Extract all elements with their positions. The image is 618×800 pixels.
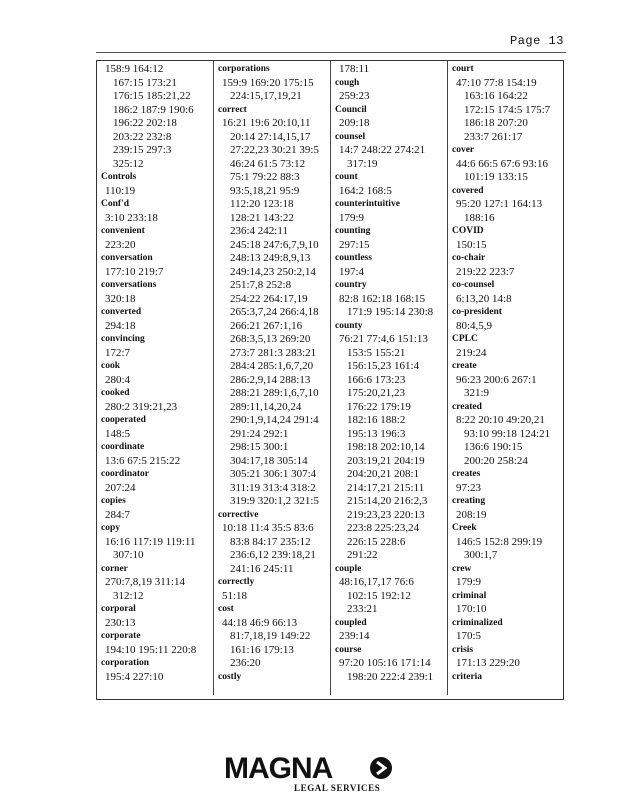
page-line-reference: 249:14,23 250:2,14 [230,265,316,278]
page-line-reference: 198:20 222:4 239:1 [347,670,434,683]
index-term: counsel [335,131,366,142]
page-line-reference: 270:7,8,19 311:14 [105,576,185,588]
page-line-reference: 203:22 232:8 [113,130,172,143]
page-line-reference: 148:5 [105,427,131,440]
page-line-reference: 321:9 [464,387,490,399]
page-line-reference: 188:16 [464,211,495,224]
index-term: couple [335,563,362,574]
index-term: criminal [452,590,487,601]
page-line-reference: 182:16 188:2 [347,414,406,426]
index-frame [96,60,564,700]
page-line-reference: 245:18 247:6,7,9,10 [230,238,319,251]
page-line-reference: 223:8 225:23,24 [347,522,420,534]
page-line-reference: 290:1,9,14,24 291:4 [230,414,319,426]
index-term: Creek [452,523,477,533]
index-term: costly [218,671,242,682]
logo-wordmark: MAGNA [224,752,333,785]
page-line-reference: 80:4,5,9 [456,319,493,332]
index-term: corporations [218,64,270,74]
index-term: corrective [218,509,259,520]
page-line-reference: 159:9 169:20 175:15 [222,76,314,89]
arrow-circle-icon [370,757,392,779]
page-line-reference: 20:14 27:14,15,17 [230,130,311,143]
index-term: crisis [452,644,474,655]
page-line-reference: 219:24 [456,346,487,359]
page-line-reference: 47:10 77:8 154:19 [456,76,537,89]
page-line-reference: 171:13 229:20 [456,657,520,669]
index-term: coordinator [101,469,150,479]
page-line-reference: 236:20 [230,657,261,669]
index-term: co-president [452,307,502,317]
index-term: convenient [101,226,145,236]
page-line-reference: 197:4 [339,265,365,278]
index-term: coupled [335,617,367,628]
page-line-reference: 226:15 228:6 [347,535,406,548]
page-line-reference: 6:13,20 14:8 [456,292,512,305]
page-line-reference: 161:16 179:13 [230,643,294,656]
page-line-reference: 16:16 117:19 119:11 [105,535,196,548]
page-line-reference: 46:24 61:5 73:12 [230,157,306,170]
page-line-reference: 319:9 320:1,2 321:5 [230,495,319,507]
page-line-reference: 254:22 264:17,19 [230,292,308,305]
page-line-reference: 304:17,18 305:14 [230,454,308,467]
header-rule [96,52,566,53]
page-line-reference: 215:14,20 216:2,3 [347,495,428,507]
page-line-reference: 219:23,23 220:13 [347,508,425,521]
page-line-reference: 196:22 202:18 [113,117,177,129]
page-line-reference: 76:21 77:4,6 151:13 [339,333,428,345]
page-line-reference: 207:24 [105,481,136,494]
index-term: corner [101,563,128,574]
page-line-reference: 236:4 242:11 [230,225,288,237]
page-number: Page 13 [510,34,564,48]
index-term: covered [452,185,484,196]
page-line-reference: 171:9 195:14 230:8 [347,306,434,318]
page-line-reference: 239:15 297:3 [113,144,172,156]
page-line-reference: 27:22,23 30:21 39:5 [230,144,319,156]
index-term: created [452,401,482,412]
index-term: count [335,172,358,182]
page-line-reference: 150:15 [456,238,487,251]
page-line-reference: 97:23 [456,481,482,494]
page-line-reference: 219:22 223:7 [456,265,515,278]
page-line-reference: 317:19 [347,157,378,170]
page-line-reference: 288:21 289:1,6,7,10 [230,387,319,399]
page-line-reference: 177:10 219:7 [105,265,164,278]
index-term: create [452,361,477,371]
index-term: co-counsel [452,280,495,290]
page-line-reference: 284:7 [105,508,131,521]
page-line-reference: 265:3,7,24 266:4,18 [230,306,319,318]
index-column-3 [335,63,445,684]
page-line-reference: 214:17,21 215:11 [347,481,425,494]
page-line-reference: 146:5 152:8 299:19 [456,535,543,548]
index-term: criteria [452,671,483,682]
index-term: creates [452,469,481,479]
page-line-reference: 164:2 168:5 [339,184,392,197]
page-line-reference: 291:24 292:1 [230,427,289,440]
index-term: COVID [452,226,484,236]
page-line-reference: 8:22 20:10 49:20,21 [456,414,545,426]
column-divider [330,61,331,695]
index-term: course [335,644,362,655]
page-line-reference: 179:9 [456,576,482,588]
page-line-reference: 75:1 79:22 88:3 [230,171,300,183]
page-line-reference: 3:10 233:18 [105,211,158,224]
index-column-1 [101,63,211,684]
index-term: cooperated [101,415,146,425]
page-line-reference: 97:20 105:16 171:14 [339,657,431,669]
page-line-reference: 280:4 [105,373,131,386]
page-line-reference: 294:18 [105,319,136,332]
index-term: court [452,64,474,74]
page-line-reference: 172:7 [105,346,131,359]
page-line-reference: 172:15 174:5 175:7 [464,103,551,116]
page-line-reference: 307:10 [113,549,144,561]
page-line-reference: 284:4 285:1,6,7,20 [230,360,314,372]
page-line-reference: 13:6 67:5 215:22 [105,454,181,467]
page-line-reference: 81:7,18,19 149:22 [230,630,311,642]
page-line-reference: 241:16 245:11 [230,562,294,575]
index-term: countless [335,253,372,263]
page-line-reference: 248:13 249:8,9,13 [230,252,311,264]
index-term: co-chair [452,253,486,263]
index-term: county [335,320,363,331]
page-line-reference: 298:15 300:1 [230,441,289,453]
page-line-reference: 208:19 [456,508,487,521]
index-term: cost [218,604,234,614]
index-term: criminalized [452,617,503,628]
page-line-reference: 320:18 [105,292,136,305]
page-line-reference: 305:21 306:1 307:4 [230,468,317,480]
page-line-reference: 176:22 179:19 [347,400,411,413]
index-term: cough [335,77,360,88]
page-line-reference: 268:3,5,13 269:20 [230,333,311,345]
page-line-reference: 16:21 19:6 20:10,11 [222,117,311,129]
page-line-reference: 96:23 200:6 267:1 [456,373,537,386]
page-line-reference: 200:20 258:24 [464,454,528,467]
index-term: crew [452,563,472,574]
index-column-2 [218,63,328,684]
page-line-reference: 179:9 [339,211,365,224]
page-line-reference: 128:21 143:22 [230,211,294,224]
logo-tagline: LEGAL SERVICES [294,783,381,793]
column-divider [213,61,214,695]
index-term: correct [218,104,247,115]
page-line-reference: 286:2,9,14 288:13 [230,373,311,386]
page-line-reference: 195:4 227:10 [105,670,164,683]
page-line-reference: 170:5 [456,630,482,642]
page-line-reference: 291:22 [347,549,378,561]
index-term: corporal [101,604,136,614]
page-line-reference: 311:19 313:4 318:2 [230,481,316,494]
page-line-reference: 178:11 [339,63,370,75]
page-line-reference: 102:15 192:12 [347,589,411,602]
page-line-reference: 224:15,17,19,21 [230,90,302,102]
page-line-reference: 203:19,21 204:19 [347,454,425,467]
page-line-reference: 230:13 [105,616,136,629]
page-line-reference: 186:18 207:20 [464,117,528,129]
page-line-reference: 325:12 [113,157,144,170]
page-line-reference: 83:8 84:17 235:12 [230,535,311,548]
page-line-reference: 112:20 123:18 [230,198,294,210]
index-term: cook [101,361,120,371]
index-term: country [335,280,367,290]
page-line-reference: 166:6 173:23 [347,373,406,386]
page-line-reference: 236:6,12 239:18,21 [230,549,316,561]
page-line-reference: 300:1,7 [464,549,498,561]
index-term: correctly [218,577,255,587]
page-line-reference: 209:18 [339,117,370,129]
page-line-reference: 110:19 [105,184,136,197]
page-line-reference: 251:7,8 252:8 [230,279,292,291]
page-line-reference: 204:20,21 208:1 [347,468,420,480]
index-term: cooked [101,388,130,398]
page-line-reference: 297:15 [339,238,370,251]
page-line-reference: 233:7 261:17 [464,130,523,143]
page-line-reference: 153:5 155:21 [347,346,406,359]
page-line-reference: 223:20 [105,238,136,251]
page-line-reference: 312:12 [113,589,144,602]
page-line-reference: 51:18 [222,589,248,602]
page-line-reference: 289:11,14,20,24 [230,400,302,413]
index-term: copy [101,523,120,533]
index-term: convincing [101,334,145,344]
page-line-reference: 273:7 281:3 283:21 [230,346,317,359]
page-line-reference: 167:15 173:21 [113,76,177,89]
page-line-reference: 156:15,23 161:4 [347,360,420,372]
index-term: copies [101,496,126,506]
index-term: counting [335,226,371,236]
page-line-reference: 48:16,17,17 76:6 [339,576,414,588]
index-term: creating [452,496,486,506]
page-line-reference: 175:20,21,23 [347,387,406,399]
page-line-reference: 198:18 202:10,14 [347,441,425,453]
page-line-reference: 280:2 319:21,23 [105,400,178,413]
index-term: corporation [101,658,150,668]
page-line-reference: 44:6 66:5 67:6 93:16 [456,157,548,170]
index-term: counterintuitive [335,199,400,209]
magna-logo [224,752,394,796]
page-line-reference: 10:18 11:4 35:5 83:6 [222,522,314,534]
page-line-reference: 233:21 [347,603,378,615]
page-line-reference: 158:9 164:12 [105,63,164,75]
index-term: Conf'd [101,199,129,209]
page-line-reference: 93:10 99:18 124:21 [464,427,551,440]
index-term: coordinate [101,442,145,452]
index-term: CPLC [452,334,478,344]
page-line-reference: 239:14 [339,630,370,642]
page-line-reference: 195:13 196:3 [347,427,406,440]
index-term: conversation [101,253,153,263]
page-line-reference: 44:18 46:9 66:13 [222,616,298,629]
index-column-4 [452,63,562,684]
page-line-reference: 14:7 248:22 274:21 [339,144,426,156]
index-term: cover [452,145,475,155]
page-line-reference: 163:16 164:22 [464,90,528,102]
page-line-reference: 95:20 127:1 164:13 [456,198,543,210]
index-term: corporate [101,631,141,641]
page-line-reference: 176:15 185:21,22 [113,90,191,102]
index-term: conversations [101,280,157,290]
page-line-reference: 93:5,18,21 95:9 [230,184,300,197]
page-line-reference: 136:6 190:15 [464,441,523,453]
index-term: Council [335,104,367,115]
index-term: converted [101,307,142,317]
page-line-reference: 259:23 [339,90,370,102]
page-line-reference: 82:8 162:18 168:15 [339,292,426,305]
page-line-reference: 266:21 267:1,16 [230,319,303,332]
page-line-reference: 194:10 195:11 220:8 [105,643,197,656]
column-divider [447,61,448,695]
page-line-reference: 101:19 133:15 [464,171,528,183]
page-line-reference: 170:10 [456,603,487,615]
index-term: Controls [101,172,137,182]
page-line-reference: 186:2 187:9 190:6 [113,103,194,116]
